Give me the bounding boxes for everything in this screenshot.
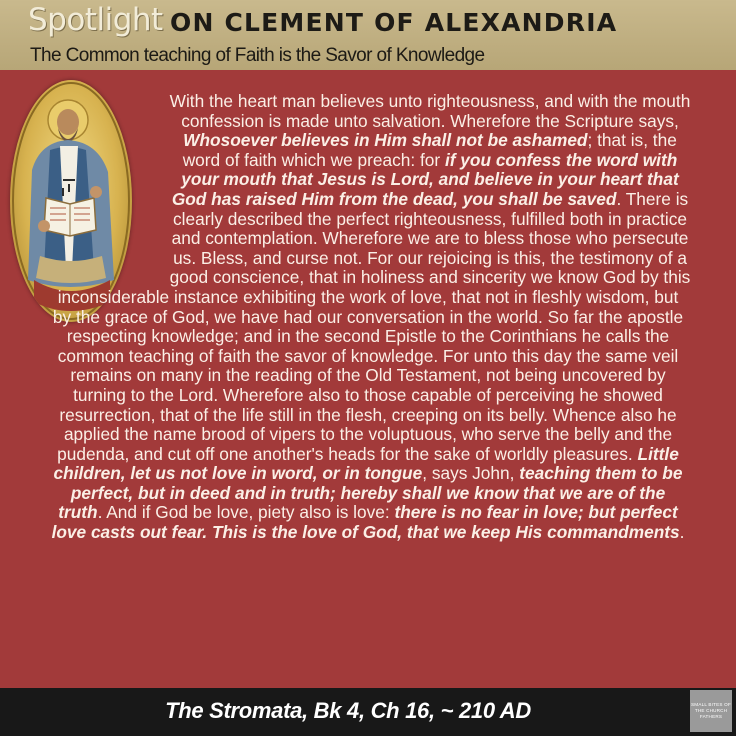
quote-text: inconsiderable instance exhibiting the work of love, that not in fleshly wisdom, but xyxy=(57,286,679,307)
quote-line xyxy=(8,484,728,504)
quote-line xyxy=(8,131,728,151)
quote-emphasis: your mouth that Jesus is Lord, and believe in your heart that xyxy=(181,169,679,190)
quote-line xyxy=(8,268,728,288)
quote-text: word of faith which we preach: for xyxy=(182,149,445,170)
quote-text: ; that is, the xyxy=(587,130,677,151)
quote-text: , says John, xyxy=(422,463,520,484)
quote-line xyxy=(8,308,728,328)
quote-emphasis: truth xyxy=(58,502,98,523)
quote-text: With the heart man believes unto righteousness, and with the mouth xyxy=(169,91,691,111)
quote-text: and contemplation. Wherefore we are to bless those who persecute xyxy=(171,228,689,249)
quote-line xyxy=(8,503,728,523)
quote-body xyxy=(8,92,728,543)
quote-text: applied the name brood of vipers to the voluptuous, who serve the belly and the xyxy=(63,424,673,445)
quote-text: us. Bless, and curse not. For our rejoicing is this, the testimony of a xyxy=(173,247,687,268)
quote-text: clearly described the perfect righteousness, fulfilled both in practice xyxy=(173,208,687,229)
quote-line xyxy=(8,210,728,230)
quote-emphasis: children, let us not love in word, or in tongue xyxy=(53,463,423,484)
quote-line xyxy=(8,190,728,210)
quote-text: . And if God be love, piety also is love: xyxy=(97,502,395,523)
page-subtitle: The Common teaching of Faith is the Savor of Knowledge xyxy=(30,45,485,66)
quote-text: by the grace of God, we have had our conversation in the world. So far the apostle xyxy=(52,306,684,327)
quote-line xyxy=(8,366,728,386)
quote-line xyxy=(8,347,728,367)
logo-line: SMALL BITES OF xyxy=(691,702,731,707)
quote-emphasis: there is no fear in love; but perfect xyxy=(394,502,678,523)
citation: The Stromata, Bk 4, Ch 16, ~ 210 AD xyxy=(165,698,531,723)
footer-band xyxy=(0,688,736,736)
quote-line xyxy=(8,464,728,484)
quote-emphasis: Whosoever believes in Him shall not be ashamed xyxy=(183,130,588,151)
quote-text: common teaching of faith the savor of knowledge. For unto this day the same veil xyxy=(57,345,679,366)
quote-line xyxy=(8,229,728,249)
quote-line xyxy=(8,425,728,445)
quote-line xyxy=(8,249,728,269)
page-title: ON CLEMENT OF ALEXANDRIA xyxy=(170,8,618,37)
quote-line xyxy=(8,327,728,347)
spotlight-label: Spotlight xyxy=(28,2,163,38)
quote-emphasis: God has raised Him from the dead, you shall be saved xyxy=(171,188,617,209)
quote-line xyxy=(8,406,728,426)
quote-emphasis: perfect, but in deed and in truth; hereby shall we know that we are of the xyxy=(70,482,666,503)
quote-text: . xyxy=(679,522,685,543)
logo-line: FATHERS xyxy=(699,714,723,719)
quote-text: . There is xyxy=(616,188,689,209)
quote-line xyxy=(8,288,728,308)
quote-line xyxy=(8,151,728,171)
quote-line xyxy=(8,445,728,465)
quote-text: good conscience, that in holiness and sincerity we know God by this xyxy=(169,267,691,288)
quote-line xyxy=(8,92,728,112)
quote-text: remains on many in the reading of the Old Testament, not being uncovered by xyxy=(70,365,666,386)
header-band xyxy=(0,0,736,70)
publisher-logo xyxy=(690,690,732,732)
quote-line xyxy=(8,170,728,190)
logo-line: THE CHURCH xyxy=(694,708,728,713)
quote-line xyxy=(8,112,728,132)
quote-text: respecting knowledge; and in the second Epistle to the Corinthians he calls the xyxy=(66,326,670,347)
quote-text: resurrection, that of the life still in the flesh, creeping on its belly. Whence also he xyxy=(59,404,677,425)
quote-line xyxy=(8,523,728,543)
quote-line xyxy=(8,386,728,406)
quote-emphasis: Little xyxy=(637,443,679,464)
quote-text: pudenda, and cut off one another's heads for the sake of worldly pleasures. xyxy=(57,443,638,464)
quote-text: turning to the Lord. Wherefore also to those capable of perceiving he showed xyxy=(73,384,663,405)
quote-emphasis: love casts out fear. This is the love of God, that we keep His commandments xyxy=(51,522,680,543)
quote-emphasis: if you confess the word with xyxy=(444,149,678,170)
quote-text: confession is made unto salvation. Wherefore the Scripture says, xyxy=(181,110,679,131)
quote-emphasis: teaching them to be xyxy=(519,463,683,484)
